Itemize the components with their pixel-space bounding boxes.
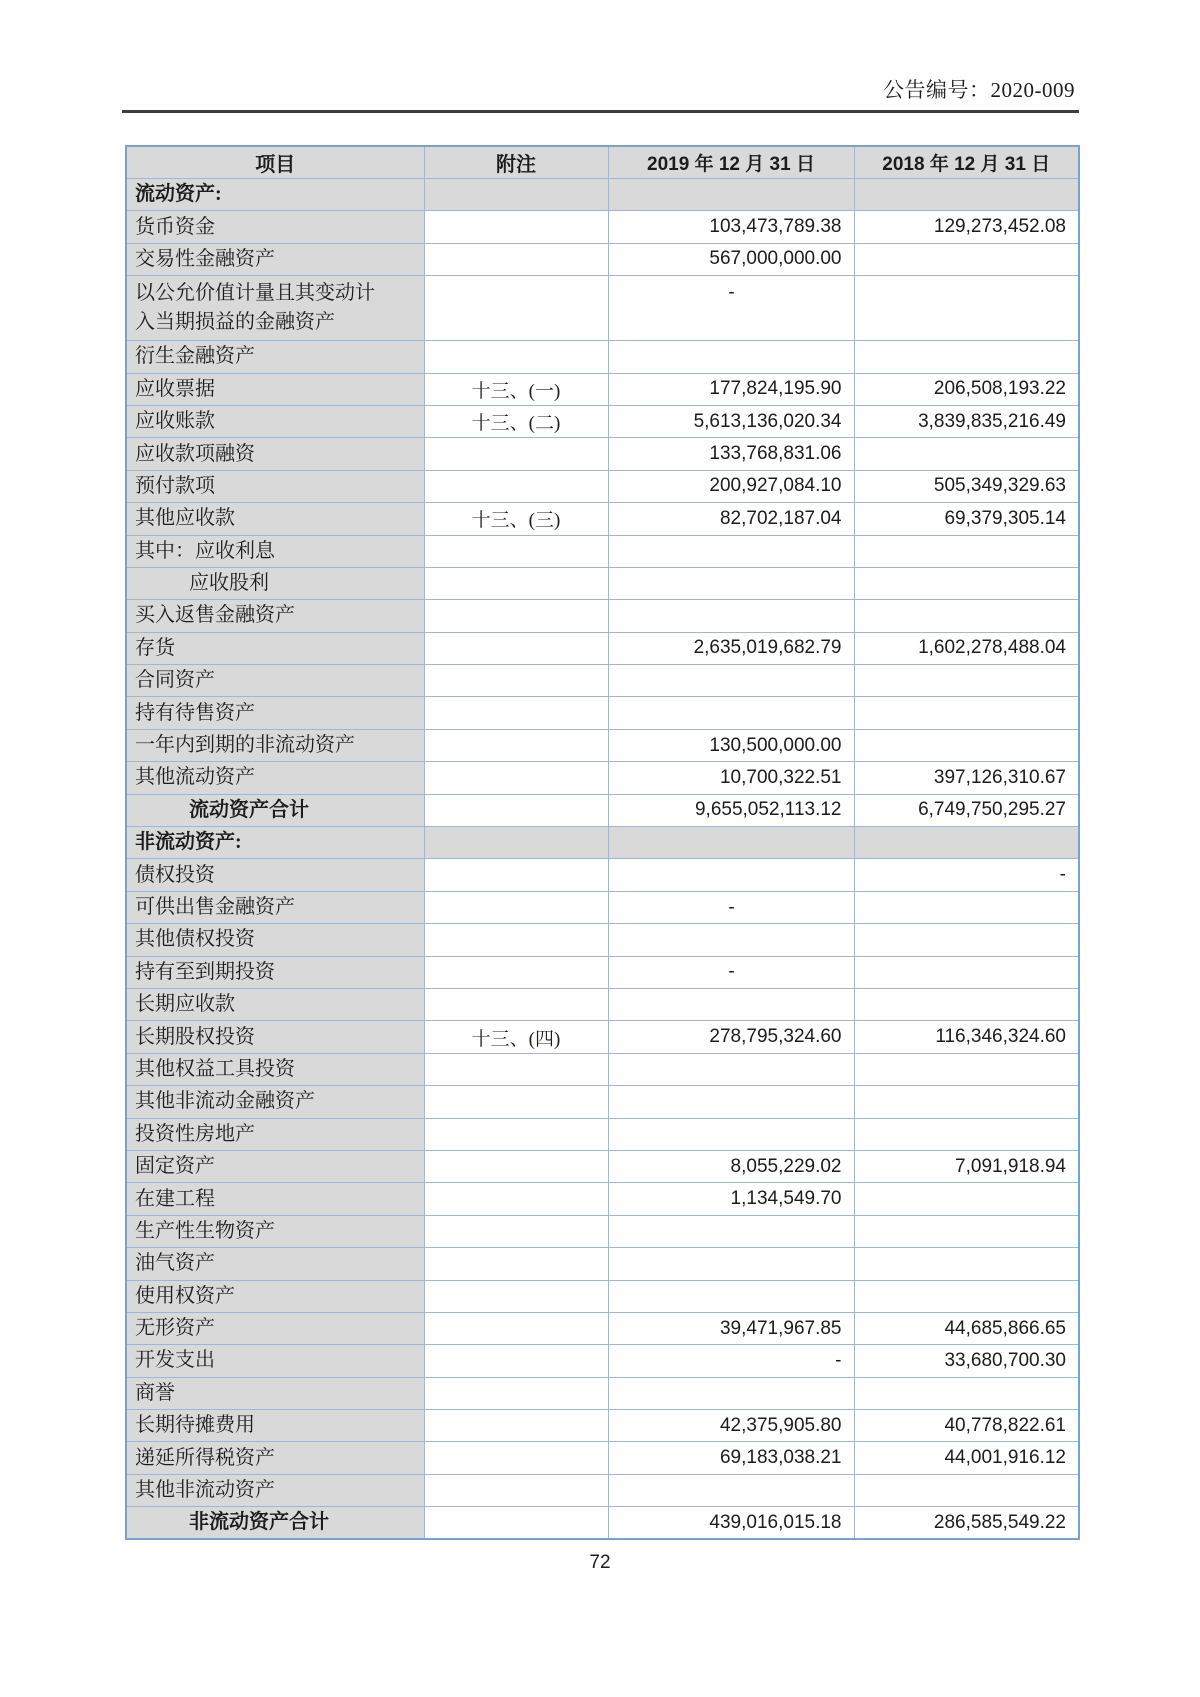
item-label-cell xyxy=(126,567,424,599)
table-row xyxy=(126,988,1079,1020)
note-cell xyxy=(424,697,608,729)
note-cell: 十三、(四) xyxy=(424,1021,608,1053)
table-row xyxy=(126,438,1079,470)
item-label-cell xyxy=(126,665,424,697)
table-row xyxy=(126,891,1079,923)
table-row xyxy=(126,1442,1079,1474)
note-cell xyxy=(424,243,608,275)
table-row xyxy=(126,1280,1079,1312)
item-label-cell xyxy=(126,956,424,988)
value-2018-cell: 286,585,549.22 xyxy=(854,1507,1079,1539)
table-row xyxy=(126,1086,1079,1118)
value-2019-cell: - xyxy=(608,891,854,923)
value-2018-cell xyxy=(854,567,1079,599)
value-2018-cell xyxy=(854,1474,1079,1506)
value-2018-cell: 505,349,329.63 xyxy=(854,470,1079,502)
table-row xyxy=(126,1474,1079,1506)
note-cell xyxy=(424,665,608,697)
table-row xyxy=(126,794,1079,826)
item-label-cell xyxy=(126,1021,424,1053)
note-cell xyxy=(424,924,608,956)
item-label-cell xyxy=(126,243,424,275)
value-2018-cell: 6,749,750,295.27 xyxy=(854,794,1079,826)
value-2019-cell xyxy=(608,1086,854,1118)
table-row xyxy=(126,1377,1079,1409)
value-2018-cell: - xyxy=(854,859,1079,891)
value-2018-cell xyxy=(854,276,1079,341)
value-2018-cell xyxy=(854,697,1079,729)
item-label-line1: 买入返售金融资产 xyxy=(135,604,295,627)
value-2018-cell: 69,379,305.14 xyxy=(854,503,1079,535)
value-2019-cell xyxy=(608,1280,854,1312)
table-row xyxy=(126,503,1079,535)
item-label-line1: 使用权资产 xyxy=(135,1284,235,1307)
item-label-cell xyxy=(126,1150,424,1182)
table-row xyxy=(126,567,1079,599)
note-cell xyxy=(424,1053,608,1085)
item-label-line1: 油气资产 xyxy=(135,1252,215,1275)
value-2019-cell: 177,824,195.90 xyxy=(608,373,854,405)
value-2019-cell: 278,795,324.60 xyxy=(608,1021,854,1053)
table-row xyxy=(126,1507,1079,1539)
table-row xyxy=(126,373,1079,405)
table-row xyxy=(126,341,1079,373)
note-cell xyxy=(424,1215,608,1247)
value-2019-cell: 200,927,084.10 xyxy=(608,470,854,502)
value-2019-cell: 103,473,789.38 xyxy=(608,211,854,243)
value-2019-cell: 42,375,905.80 xyxy=(608,1410,854,1442)
value-2019-cell: 82,702,187.04 xyxy=(608,503,854,535)
item-label-line1: 固定资产 xyxy=(135,1155,215,1178)
item-label-cell xyxy=(126,827,424,859)
table-row xyxy=(126,956,1079,988)
item-label-cell xyxy=(126,179,424,211)
value-2018-cell xyxy=(854,956,1079,988)
item-label-cell xyxy=(126,1215,424,1247)
item-label-line1: 开发支出 xyxy=(135,1349,215,1372)
note-cell xyxy=(424,1507,608,1539)
value-2018-cell: 44,685,866.65 xyxy=(854,1312,1079,1344)
value-2018-cell xyxy=(854,1215,1079,1247)
item-label-line1: 合同资产 xyxy=(135,669,215,692)
table-row xyxy=(126,243,1079,275)
item-label-line2: 入当期损益的金融资产 xyxy=(135,311,335,334)
table-row xyxy=(126,1312,1079,1344)
value-2019-cell: 39,471,967.85 xyxy=(608,1312,854,1344)
note-cell xyxy=(424,438,608,470)
value-2019-cell xyxy=(608,697,854,729)
table-row xyxy=(126,405,1079,437)
item-label-cell xyxy=(126,405,424,437)
value-2019-cell xyxy=(608,924,854,956)
item-label-cell xyxy=(126,697,424,729)
item-label-cell xyxy=(126,924,424,956)
note-cell xyxy=(424,535,608,567)
value-2018-cell xyxy=(854,1183,1079,1215)
item-label-line1: 持有至到期投资 xyxy=(135,960,275,983)
item-label-line1: 持有待售资产 xyxy=(135,701,255,724)
item-label-cell xyxy=(126,794,424,826)
item-label-line1: 应收账款 xyxy=(135,410,215,433)
item-label-cell xyxy=(126,1377,424,1409)
item-label-line1: 应收票据 xyxy=(135,377,215,400)
item-label-cell xyxy=(126,276,424,341)
item-label-cell xyxy=(126,762,424,794)
item-label-line1: 其他非流动资产 xyxy=(135,1479,275,1502)
table-row xyxy=(126,276,1079,341)
note-cell xyxy=(424,211,608,243)
note-cell xyxy=(424,179,608,211)
header-row xyxy=(126,146,1079,179)
item-label-line1: 应收款项融资 xyxy=(135,442,255,465)
item-label-line1: 其他非流动金融资产 xyxy=(135,1090,315,1113)
item-label-cell xyxy=(126,438,424,470)
value-2018-cell xyxy=(854,438,1079,470)
value-2018-cell xyxy=(854,600,1079,632)
item-label-line1: 以公允价值计量且其变动计 xyxy=(135,282,375,305)
item-label-line1: 非流动资产: xyxy=(135,831,242,854)
value-2019-cell: 130,500,000.00 xyxy=(608,729,854,761)
item-label-cell xyxy=(126,859,424,891)
value-2018-cell: 7,091,918.94 xyxy=(854,1150,1079,1182)
table-row xyxy=(126,697,1079,729)
table-row xyxy=(126,859,1079,891)
value-2019-cell: 69,183,038.21 xyxy=(608,1442,854,1474)
item-label-line1: 流动资产: xyxy=(135,183,222,206)
value-2019-cell xyxy=(608,859,854,891)
item-label-line1: 长期应收款 xyxy=(135,993,235,1016)
item-label-cell xyxy=(126,1442,424,1474)
note-cell: 十三、(三) xyxy=(424,503,608,535)
note-cell xyxy=(424,632,608,664)
note-cell xyxy=(424,891,608,923)
value-2018-cell xyxy=(854,924,1079,956)
table-row xyxy=(126,600,1079,632)
note-cell xyxy=(424,1312,608,1344)
value-2019-cell xyxy=(608,1215,854,1247)
note-cell xyxy=(424,794,608,826)
table-row xyxy=(126,1248,1079,1280)
item-label-cell xyxy=(126,1474,424,1506)
value-2019-cell xyxy=(608,665,854,697)
value-2018-cell xyxy=(854,535,1079,567)
value-2019-cell xyxy=(608,1474,854,1506)
item-label-line1: 其他权益工具投资 xyxy=(135,1057,295,1080)
value-2019-cell: 9,655,052,113.12 xyxy=(608,794,854,826)
item-label-line1: 债权投资 xyxy=(135,863,215,886)
balance-sheet-table xyxy=(125,145,1080,1540)
value-2018-cell: 206,508,193.22 xyxy=(854,373,1079,405)
value-2019-cell xyxy=(608,179,854,211)
note-cell xyxy=(424,1248,608,1280)
value-2018-cell xyxy=(854,1377,1079,1409)
value-2018-cell xyxy=(854,827,1079,859)
value-2018-cell xyxy=(854,1248,1079,1280)
value-2018-cell xyxy=(854,341,1079,373)
value-2018-cell: 129,273,452.08 xyxy=(854,211,1079,243)
item-label-cell xyxy=(126,1410,424,1442)
balance-sheet-header xyxy=(126,146,1079,179)
table-row xyxy=(126,1410,1079,1442)
note-cell: 十三、(二) xyxy=(424,405,608,437)
note-cell xyxy=(424,276,608,341)
value-2019-cell: - xyxy=(608,956,854,988)
value-2019-cell xyxy=(608,600,854,632)
item-label-line1: 在建工程 xyxy=(135,1187,215,1210)
item-label-line1: 可供出售金融资产 xyxy=(135,896,295,918)
item-label-cell xyxy=(126,470,424,502)
note-cell xyxy=(424,1410,608,1442)
table-row xyxy=(126,665,1079,697)
note-cell xyxy=(424,1377,608,1409)
note-cell xyxy=(424,600,608,632)
item-label-cell xyxy=(126,600,424,632)
item-label-line1: 交易性金融资产 xyxy=(135,247,275,270)
item-label-line1: 其中：应收利息 xyxy=(135,539,275,562)
item-label-cell xyxy=(126,1118,424,1150)
note-cell xyxy=(424,859,608,891)
item-label-cell xyxy=(126,503,424,535)
note-cell xyxy=(424,1118,608,1150)
item-label-line1: 商誉 xyxy=(135,1381,175,1404)
note-cell xyxy=(424,1280,608,1312)
item-label-line1: 预付款项 xyxy=(135,474,215,497)
value-2018-cell: 33,680,700.30 xyxy=(854,1345,1079,1377)
note-cell xyxy=(424,827,608,859)
table-row xyxy=(126,729,1079,761)
value-2019-cell: - xyxy=(608,1345,854,1377)
table-row xyxy=(126,1150,1079,1182)
table-row xyxy=(126,762,1079,794)
value-2019-cell xyxy=(608,1053,854,1085)
note-cell xyxy=(424,1442,608,1474)
value-2019-cell: 439,016,015.18 xyxy=(608,1507,854,1539)
item-label-cell xyxy=(126,1312,424,1344)
item-label-cell xyxy=(126,1507,424,1539)
item-label-line1: 货币资金 xyxy=(135,215,215,238)
table-row xyxy=(126,1021,1079,1053)
value-2019-cell: 5,613,136,020.34 xyxy=(608,405,854,437)
value-2018-cell: 40,778,822.61 xyxy=(854,1410,1079,1442)
value-2019-cell xyxy=(608,988,854,1020)
value-2018-cell xyxy=(854,1053,1079,1085)
value-2019-cell xyxy=(608,1118,854,1150)
value-2018-cell xyxy=(854,988,1079,1020)
note-cell xyxy=(424,956,608,988)
item-label-line1: 应收股利 xyxy=(189,572,269,595)
table-row xyxy=(126,924,1079,956)
item-label-cell xyxy=(126,891,424,923)
value-2018-cell xyxy=(854,1280,1079,1312)
item-label-line1: 流动资产合计 xyxy=(189,798,309,821)
table-row xyxy=(126,632,1079,664)
item-label-line1: 非流动资产合计 xyxy=(189,1511,329,1534)
table-row xyxy=(126,1215,1079,1247)
value-2019-cell xyxy=(608,535,854,567)
item-label-cell xyxy=(126,729,424,761)
header-divider-rule xyxy=(122,110,1079,113)
note-cell: 十三、(一) xyxy=(424,373,608,405)
note-cell xyxy=(424,470,608,502)
table-row xyxy=(126,1183,1079,1215)
value-2018-cell xyxy=(854,665,1079,697)
item-label-cell xyxy=(126,632,424,664)
value-2019-cell: 10,700,322.51 xyxy=(608,762,854,794)
value-2018-cell xyxy=(854,891,1079,923)
table-row xyxy=(126,1053,1079,1085)
item-label-line1: 长期待摊费用 xyxy=(135,1414,255,1437)
note-cell xyxy=(424,1183,608,1215)
value-2019-cell: - xyxy=(608,276,854,341)
note-cell xyxy=(424,1474,608,1506)
item-label-line1: 投资性房地产 xyxy=(135,1122,255,1145)
value-2019-cell xyxy=(608,567,854,599)
column-header-note: 附注 xyxy=(424,146,608,179)
table-row xyxy=(126,827,1079,859)
table-row xyxy=(126,211,1079,243)
item-label-line1: 生产性生物资产 xyxy=(135,1219,275,1242)
column-header-2019: 2019 年 12 月 31 日 xyxy=(608,146,854,179)
item-label-line1: 其他流动资产 xyxy=(135,766,255,789)
value-2018-cell: 116,346,324.60 xyxy=(854,1021,1079,1053)
item-label-line1: 无形资产 xyxy=(135,1317,215,1340)
value-2019-cell: 133,768,831.06 xyxy=(608,438,854,470)
note-cell xyxy=(424,1086,608,1118)
item-label-cell xyxy=(126,1280,424,1312)
item-label-cell xyxy=(126,535,424,567)
table-row xyxy=(126,179,1079,211)
item-label-cell xyxy=(126,1086,424,1118)
table-row xyxy=(126,535,1079,567)
item-label-cell xyxy=(126,1248,424,1280)
value-2018-cell xyxy=(854,1086,1079,1118)
item-label-line1: 递延所得税资产 xyxy=(135,1446,275,1469)
table-row xyxy=(126,1345,1079,1377)
value-2019-cell xyxy=(608,1377,854,1409)
item-label-line1: 长期股权投资 xyxy=(135,1025,255,1048)
table-row xyxy=(126,470,1079,502)
announcement-number: 公告编号：2020-009 xyxy=(883,78,1075,102)
item-label-cell xyxy=(126,341,424,373)
value-2018-cell xyxy=(854,179,1079,211)
page-number: 72 xyxy=(589,1552,611,1573)
value-2019-cell: 8,055,229.02 xyxy=(608,1150,854,1182)
item-label-cell xyxy=(126,1345,424,1377)
value-2018-cell: 1,602,278,488.04 xyxy=(854,632,1079,664)
value-2018-cell xyxy=(854,729,1079,761)
note-cell xyxy=(424,1150,608,1182)
item-label-line1: 其他应收款 xyxy=(135,507,235,530)
item-label-line1: 衍生金融资产 xyxy=(135,345,255,368)
value-2018-cell: 3,839,835,216.49 xyxy=(854,405,1079,437)
note-cell xyxy=(424,729,608,761)
value-2019-cell: 2,635,019,682.79 xyxy=(608,632,854,664)
item-label-cell xyxy=(126,988,424,1020)
table-row xyxy=(126,1118,1079,1150)
note-cell xyxy=(424,567,608,599)
item-label-line1: 一年内到期的非流动资产 xyxy=(135,734,355,757)
column-header-2018: 2018 年 12 月 31 日 xyxy=(854,146,1079,179)
value-2019-cell: 567,000,000.00 xyxy=(608,243,854,275)
value-2018-cell xyxy=(854,1118,1079,1150)
value-2018-cell: 397,126,310.67 xyxy=(854,762,1079,794)
item-label-cell xyxy=(126,1053,424,1085)
note-cell xyxy=(424,341,608,373)
item-label-cell xyxy=(126,373,424,405)
note-cell xyxy=(424,1345,608,1377)
value-2018-cell xyxy=(854,243,1079,275)
item-label-cell xyxy=(126,1183,424,1215)
item-label-line1: 存货 xyxy=(135,636,175,659)
note-cell xyxy=(424,762,608,794)
item-label-cell xyxy=(126,211,424,243)
note-cell xyxy=(424,988,608,1020)
value-2019-cell xyxy=(608,1248,854,1280)
value-2019-cell: 1,134,549.70 xyxy=(608,1183,854,1215)
value-2019-cell xyxy=(608,827,854,859)
column-header-item: 项目 xyxy=(126,146,424,179)
item-label-line1: 其他债权投资 xyxy=(135,928,255,951)
balance-sheet-body xyxy=(126,179,1079,1540)
value-2019-cell xyxy=(608,341,854,373)
value-2018-cell: 44,001,916.12 xyxy=(854,1442,1079,1474)
